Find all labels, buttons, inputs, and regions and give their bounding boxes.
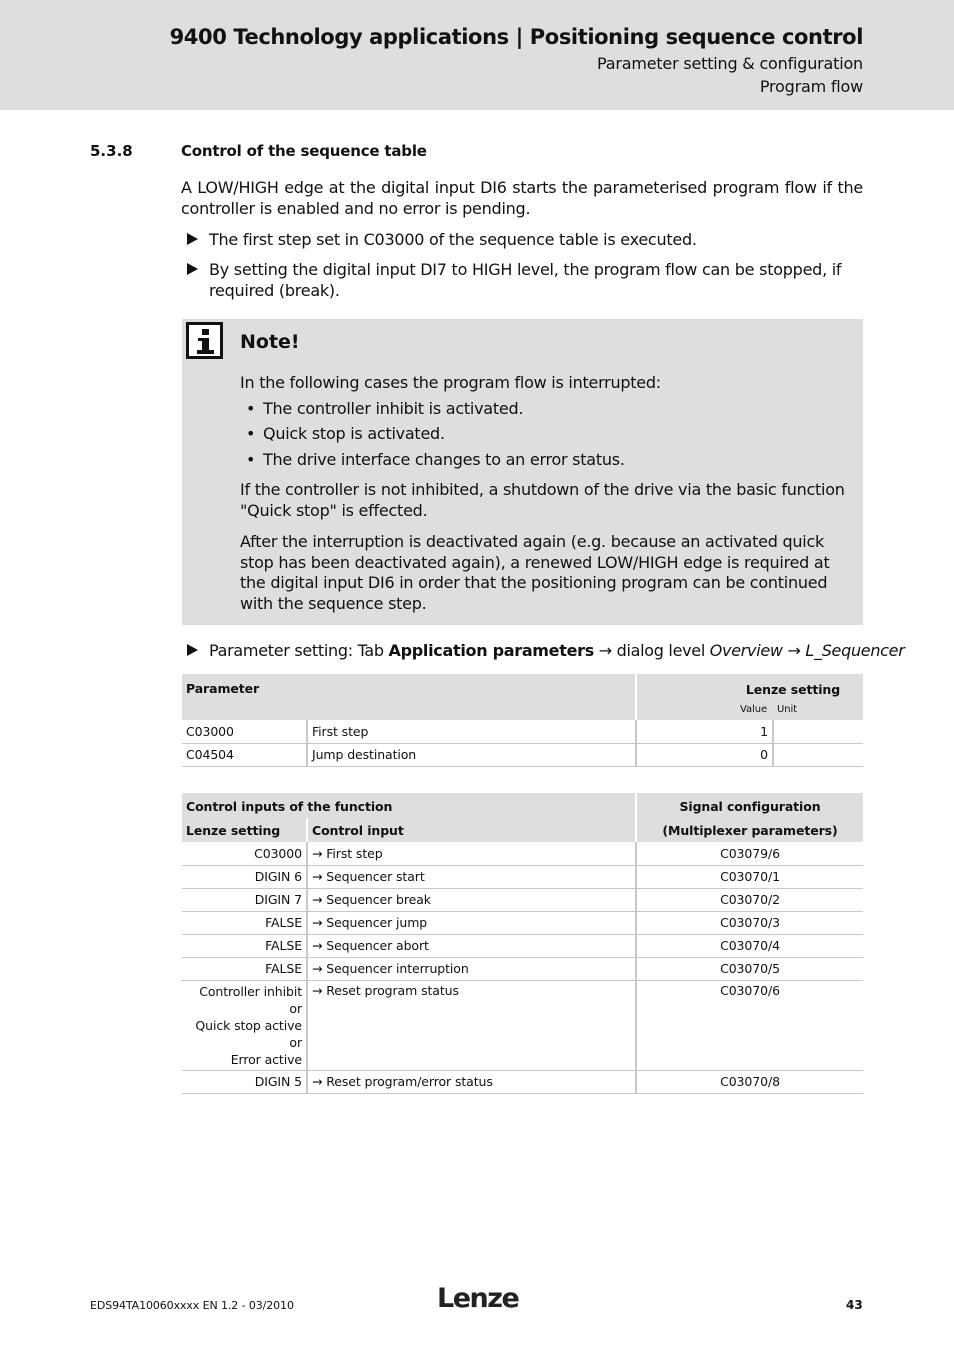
bullet-text: The first step set in C03000 of the sequence table is executed.: [209, 230, 697, 249]
path-item: L_Sequencer: [805, 641, 905, 660]
document-id: EDS94TA10060xxxx EN 1.2 - 03/2010: [90, 1299, 294, 1312]
note-paragraph: If the controller is not inhibited, a shutdown of the drive via the basic function "Quick stop" is effected.: [240, 480, 845, 520]
page-header: [0, 0, 954, 110]
setting-line: or: [289, 1034, 302, 1050]
column-header-lenze-setting: Lenze setting: [182, 818, 307, 842]
parameter-setting-path: [187, 640, 905, 661]
control-input: → First step: [307, 842, 636, 865]
arrow-right-icon: →: [782, 641, 806, 660]
param-value: 1: [636, 720, 773, 743]
table-row: [182, 934, 863, 957]
path-prefix: Parameter setting: Tab: [209, 641, 389, 660]
lenze-setting: DIGIN 7: [182, 888, 307, 911]
control-inputs-table: [182, 793, 863, 1094]
table-row: [182, 911, 863, 934]
param-value: 0: [636, 743, 773, 766]
control-input: → Sequencer break: [307, 888, 636, 911]
arrow-right-icon: →: [593, 641, 617, 660]
triangle-bullet-icon: [187, 263, 198, 275]
control-input: → Reset program/error status: [307, 1070, 636, 1093]
intro-paragraph: A LOW/HIGH edge at the digital input DI6 starts the parameterised program flow if the controller is enabled and no error is pending.: [181, 178, 863, 218]
column-header-value: Value: [636, 698, 773, 720]
bullet-item: [187, 229, 863, 250]
header-subtitle-chapter: Parameter setting & configuration: [597, 54, 863, 73]
table-row: [182, 1070, 863, 1093]
bullet-text: By setting the digital input DI7 to HIGH level, the program flow can be stopped, if required (break).: [209, 260, 842, 300]
control-input: → Sequencer abort: [307, 934, 636, 957]
control-input: → Sequencer interruption: [307, 957, 636, 980]
setting-line: Controller inhibit: [199, 983, 302, 999]
column-header-unit: Unit: [773, 698, 863, 720]
bullet-item: [187, 259, 863, 301]
signal-config: C03070/3: [636, 911, 863, 934]
setting-line: Error active: [230, 1051, 302, 1067]
lenze-setting: FALSE: [182, 911, 307, 934]
note-list-item: • Quick stop is activated.: [246, 424, 445, 443]
param-name: Jump destination: [307, 743, 636, 766]
section-title: Control of the sequence table: [181, 142, 427, 160]
control-input: → Sequencer start: [307, 865, 636, 888]
lenze-setting: DIGIN 5: [182, 1070, 307, 1093]
section-number: 5.3.8: [90, 142, 133, 160]
signal-config: C03070/1: [636, 865, 863, 888]
note-list-item: • The controller inhibit is activated.: [246, 399, 524, 418]
lenze-setting: [182, 980, 307, 1070]
note-paragraph: After the interruption is deactivated again (e.g. because an activated quick stop has been deactivated again), a renewed LOW/HIGH edge is required at the digital input DI6 in order that the positioning program can be continued with the sequence step.: [240, 532, 830, 614]
signal-config: C03079/6: [636, 842, 863, 865]
table-row: [182, 888, 863, 911]
note-list-text: The controller inhibit is activated.: [263, 399, 524, 418]
setting-line: or: [289, 1000, 302, 1016]
param-code: C03000: [182, 720, 307, 743]
signal-config: C03070/2: [636, 888, 863, 911]
lenze-setting: DIGIN 6: [182, 865, 307, 888]
path-middle: dialog level: [616, 641, 710, 660]
column-header-control-input: Control input: [307, 818, 636, 842]
column-header-parameter: Parameter: [182, 674, 636, 720]
note-list-text: The drive interface changes to an error status.: [263, 450, 625, 469]
page-number: 43: [846, 1298, 863, 1312]
table-row: [182, 743, 863, 766]
note-intro: In the following cases the program flow is interrupted:: [240, 373, 661, 392]
setting-line: Quick stop active: [195, 1017, 302, 1033]
control-input: → Sequencer jump: [307, 911, 636, 934]
table-row: [182, 842, 863, 865]
header-subtitle-section: Program flow: [759, 77, 863, 96]
note-list-item: • The drive interface changes to an error status.: [246, 450, 625, 469]
table-row: [182, 865, 863, 888]
column-header-multiplexer: (Multiplexer parameters): [636, 818, 863, 842]
control-input: → Reset program status: [307, 980, 636, 1070]
lenze-setting: FALSE: [182, 934, 307, 957]
param-name: First step: [307, 720, 636, 743]
lenze-logo: Lenze: [437, 1283, 519, 1314]
column-header-function: Control inputs of the function: [182, 793, 636, 818]
table-row: [182, 957, 863, 980]
triangle-bullet-icon: [187, 644, 198, 656]
lenze-setting: FALSE: [182, 957, 307, 980]
note-list-text: Quick stop is activated.: [263, 424, 445, 443]
param-code: C04504: [182, 743, 307, 766]
note-title: Note!: [240, 331, 300, 353]
column-header-signal: Signal configuration: [636, 793, 863, 818]
signal-config: C03070/4: [636, 934, 863, 957]
path-level: Overview: [709, 641, 783, 660]
lenze-setting: C03000: [182, 842, 307, 865]
info-icon: [186, 322, 223, 359]
path-tab: Application parameters: [388, 641, 594, 660]
header-title: 9400 Technology applications | Positioning sequence control: [169, 25, 863, 49]
parameter-table: [182, 674, 863, 767]
param-unit: [773, 743, 863, 766]
column-header-lenze-setting: Lenze setting: [636, 674, 863, 698]
signal-config: C03070/6: [636, 980, 863, 1070]
signal-config: C03070/8: [636, 1070, 863, 1093]
signal-config: C03070/5: [636, 957, 863, 980]
table-row: [182, 980, 863, 1070]
table-row: [182, 720, 863, 743]
triangle-bullet-icon: [187, 233, 198, 245]
param-unit: [773, 720, 863, 743]
